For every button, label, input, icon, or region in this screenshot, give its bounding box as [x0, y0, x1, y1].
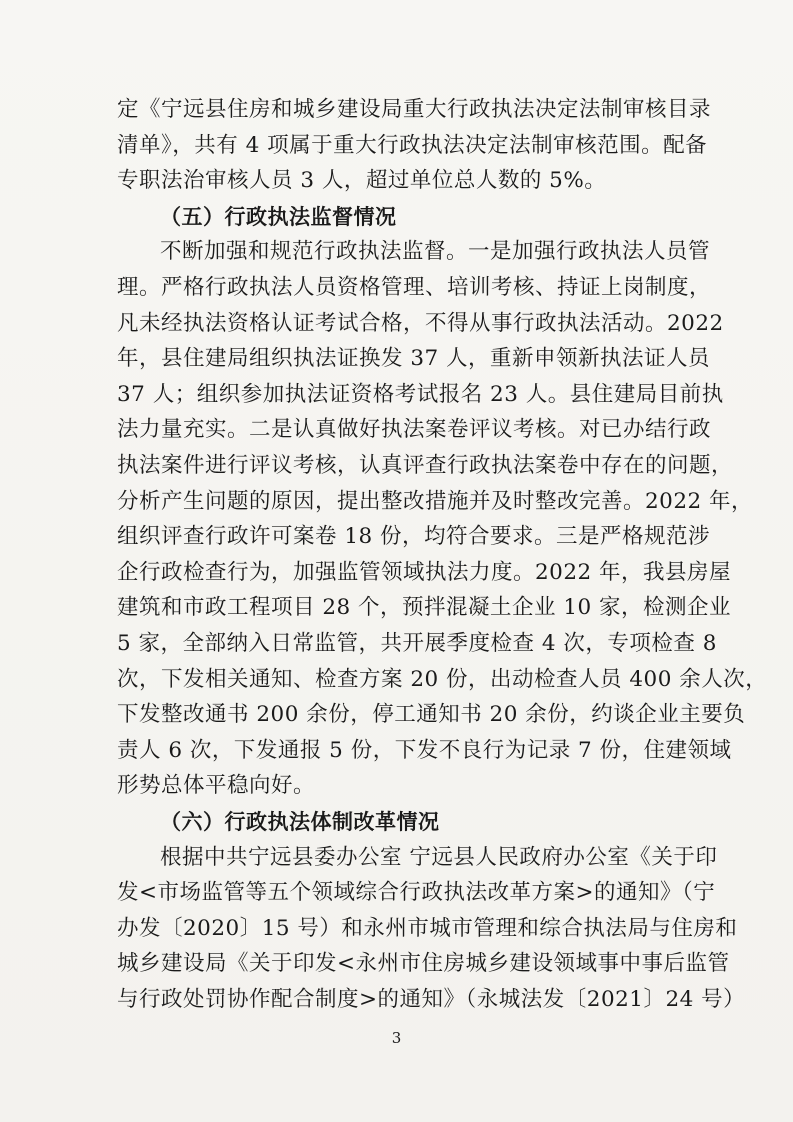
body-line: 责人 6 次，下发通报 5 份，下发不良行为记录 7 份，住建领域 — [117, 737, 732, 763]
body-line: 形势总体平稳向好。 — [117, 773, 316, 799]
body-line: 执法案件进行评议考核，认真评查行政执法案卷中存在的问题， — [117, 453, 734, 478]
body-line: 法力量充实。二是认真做好执法案卷评议考核。对已办结行政 — [117, 417, 712, 443]
body-line: 建筑和市政工程项目 28 个，预拌混凝土企业 10 家，检测企业 — [117, 595, 732, 621]
body-line: 下发整改通书 200 余份，停工通知书 20 余份，约谈企业主要负 — [117, 702, 746, 728]
body-line: 办发〔2020〕15 号）和永州市城市管理和综合执法局与住房和 — [117, 915, 738, 941]
body-line: 凡未经执法资格认证考试合格，不得从事行政执法活动。2022 — [117, 310, 724, 336]
body-line: 专职法治审核人员 3 人，超过单位总人数的 5%。 — [117, 168, 607, 194]
body-line: 分析产生问题的原因，提出整改措施并及时整改完善。2022 年， — [117, 488, 754, 514]
section-heading-5: （五）行政执法监督情况 — [160, 204, 397, 229]
body-line: 年，县住建局组织执法证换发 37 人，重新申领新执法证人员 — [117, 346, 711, 372]
body-line: 与行政处罚协作配合制度>的通知》（永城法发〔2021〕24 号） — [117, 987, 746, 1012]
body-line: 发<市场监管等五个领域综合行政执法改革方案>的通知》（宁 — [117, 880, 716, 906]
page-number: 3 — [391, 1029, 402, 1047]
body-line: 清单》，共有 4 项属于重大行政执法决定法制审核范围。配备 — [117, 132, 708, 158]
body-line: 理。严格行政执法人员资格管理、培训考核、持证上岗制度， — [117, 275, 712, 300]
body-line: 不断加强和规范行政执法监督。一是加强行政执法人员管 — [160, 239, 711, 265]
body-line: 城乡建设局《关于印发<永州市住房城乡建设领域事中事后监管 — [117, 951, 730, 977]
body-line: 组织评查行政许可案卷 18 份，均符合要求。三是严格规范涉 — [117, 524, 711, 550]
body-line: 5 家，全部纳入日常监管，共开展季度检查 4 次，专项检查 8 — [117, 631, 717, 656]
body-line: 定《宁远县住房和城乡建设局重大行政执法决定法制审核目录 — [117, 97, 712, 122]
body-line: 根据中共宁远县委办公室 宁远县人民政府办公室《关于印 — [160, 844, 718, 870]
body-line: 次，下发相关通知、检查方案 20 份，出动检查人员 400 余人次， — [117, 666, 768, 692]
section-heading-6: （六）行政执法体制改革情况 — [160, 810, 440, 834]
body-line: 企行政检查行为，加强监管领域执法力度。2022 年，我县房屋 — [117, 559, 732, 585]
body-line: 37 人；组织参加执法证资格考试报名 23 人。县住建局目前执 — [117, 381, 724, 407]
